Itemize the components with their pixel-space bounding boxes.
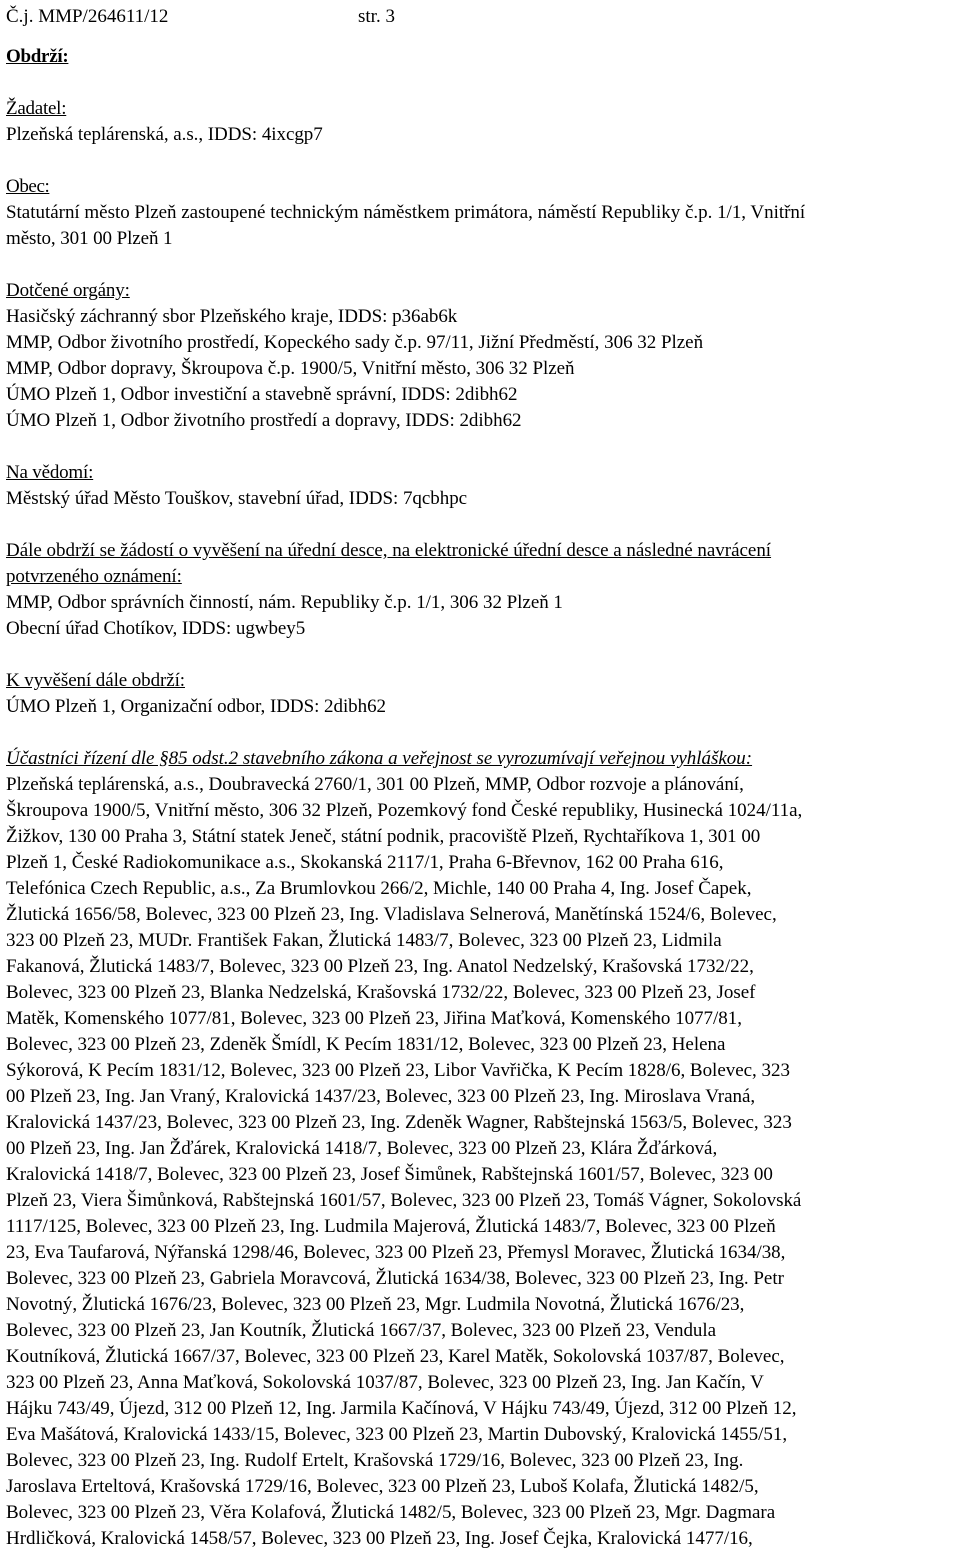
list-item: MMP, Odbor životního prostředí, Kopeckého sady č.p. 97/11, Jižní Předměstí, 306 32 Plzeň bbox=[6, 332, 704, 353]
participants-list bbox=[6, 772, 956, 1552]
participant-line: Bolevec, 323 00 Plzeň 23, Gabriela Moravcová, Žlutická 1634/38, Bolevec, 323 00 Plzeň 23, Ing. Petr bbox=[6, 1268, 784, 1289]
section-na-vedomi bbox=[6, 460, 956, 512]
section-label: potvrzeného oznámení: bbox=[6, 566, 182, 587]
participant-line: Bolevec, 323 00 Plzeň 23, Jan Koutník, Žlutická 1667/37, Bolevec, 323 00 Plzeň 23, Vendula bbox=[6, 1320, 717, 1341]
participant-line: Bolevec, 323 00 Plzeň 23, Zdeněk Šmídl, K Pecím 1831/12, Bolevec, 323 00 Plzeň 23, Helena bbox=[6, 1034, 726, 1055]
section-dale-obdrzi bbox=[6, 538, 956, 642]
list-item: Obecní úřad Chotíkov, IDDS: ugwbey5 bbox=[6, 618, 306, 639]
participant-line: 323 00 Plzeň 23, Anna Maťková, Sokolovská 1037/87, Bolevec, 323 00 Plzeň 23, Ing. Jan Kačín, V bbox=[6, 1372, 764, 1393]
participant-line: Fakanová, Žlutická 1483/7, Bolevec, 323 00 Plzeň 23, Ing. Anatol Nedzelský, Krašovská 1732/22, bbox=[6, 956, 754, 977]
section-label: Dotčené orgány: bbox=[6, 280, 130, 301]
section-label: Žadatel: bbox=[6, 98, 67, 119]
list-item: ÚMO Plzeň 1, Odbor životního prostředí a dopravy, IDDS: 2dibh62 bbox=[6, 410, 522, 431]
section-label: Obec: bbox=[6, 176, 50, 197]
page-header bbox=[6, 4, 956, 30]
section-zadatel bbox=[6, 96, 956, 148]
list-item: MMP, Odbor správních činností, nám. Republiky č.p. 1/1, 306 32 Plzeň 1 bbox=[6, 592, 563, 613]
list-item: MMP, Odbor dopravy, Škroupova č.p. 1900/5, Vnitřní město, 306 32 Plzeň bbox=[6, 358, 575, 379]
participant-line: Bolevec, 323 00 Plzeň 23, Ing. Rudolf Ertelt, Krašovská 1729/16, Bolevec, 323 00 Plzeň 23, Ing. bbox=[6, 1450, 744, 1471]
participant-line: Plzeňská teplárenská, a.s., Doubravecká 2760/1, 301 00 Plzeň, MMP, Odbor rozvoje a plánování, bbox=[6, 774, 744, 795]
section-label: Dále obdrží se žádostí o vyvěšení na úřední desce, na elektronické úřední desce a následné navrácení bbox=[6, 540, 772, 561]
participant-line: 00 Plzeň 23, Ing. Jan Vraný, Kralovická 1437/23, Bolevec, 323 00 Plzeň 23, Ing. Miroslava Vraná, bbox=[6, 1086, 756, 1107]
list-item: ÚMO Plzeň 1, Organizační odbor, IDDS: 2dibh62 bbox=[6, 696, 387, 717]
list-item: Statutární město Plzeň zastoupené technickým náměstkem primátora, náměstí Republiky č.p. 1/1, Vnitřní bbox=[6, 202, 806, 223]
section-ucastnici bbox=[6, 746, 956, 1552]
section-obec bbox=[6, 174, 956, 252]
reference-number: Č.j. MMP/264611/12 bbox=[6, 6, 169, 27]
list-item: Hasičský záchranný sbor Plzeňského kraje, IDDS: p36ab6k bbox=[6, 306, 458, 327]
list-item: město, 301 00 Plzeň 1 bbox=[6, 228, 173, 249]
participant-line: Žlutická 1656/58, Bolevec, 323 00 Plzeň 23, Ing. Vladislava Selnerová, Manětínská 1524/6, Bolevec, bbox=[6, 904, 777, 925]
list-item: Městský úřad Město Touškov, stavební úřad, IDDS: 7qcbhpc bbox=[6, 488, 468, 509]
participant-line: Plzeň 1, České Radiokomunikace a.s., Skokanská 2117/1, Praha 6-Břevnov, 162 00 Praha 616, bbox=[6, 852, 724, 873]
participant-line: Eva Mašátová, Kralovická 1433/15, Bolevec, 323 00 Plzeň 23, Martin Dubovský, Kralovická 1455/51, bbox=[6, 1424, 788, 1445]
list-item: Plzeňská teplárenská, a.s., IDDS: 4ixcgp7 bbox=[6, 124, 323, 145]
participant-line: Kralovická 1437/23, Bolevec, 323 00 Plzeň 23, Ing. Zdeněk Wagner, Rabštejnská 1563/5, Bolevec, 323 bbox=[6, 1112, 792, 1133]
participant-line: Jaroslava Erteltová, Krašovská 1729/16, Bolevec, 323 00 Plzeň 23, Luboš Kolafa, Žlutická 1482/5, bbox=[6, 1476, 759, 1497]
participant-line: Telefónica Czech Republic, a.s., Za Brumlovkou 266/2, Michle, 140 00 Praha 4, Ing. Josef Čapek, bbox=[6, 878, 752, 899]
recipients-title: Obdrží: bbox=[6, 46, 69, 67]
section-label: Na vědomí: bbox=[6, 462, 94, 483]
participant-line: Hájku 743/49, Újezd, 312 00 Plzeň 12, Ing. Jarmila Kačínová, V Hájku 743/49, Újezd, 312 00 Plzeň 12, bbox=[6, 1398, 797, 1419]
participant-line: Bolevec, 323 00 Plzeň 23, Věra Kolafová, Žlutická 1482/5, Bolevec, 323 00 Plzeň 23, Mgr. Dagmara bbox=[6, 1502, 776, 1523]
participant-line: Koutníková, Žlutická 1667/37, Bolevec, 323 00 Plzeň 23, Karel Matěk, Sokolovská 1037/87, Bolevec, bbox=[6, 1346, 785, 1367]
participant-line: 23, Eva Taufarová, Nýřanská 1298/46, Bolevec, 323 00 Plzeň 23, Přemysl Moravec, Žlutická 1634/38, bbox=[6, 1242, 786, 1263]
section-label: K vyvěšení dále obdrží: bbox=[6, 670, 185, 691]
participant-line: Kralovická 1418/7, Bolevec, 323 00 Plzeň 23, Josef Šimůnek, Rabštejnská 1601/57, Bolevec, 323 00 bbox=[6, 1164, 773, 1185]
section-label: Účastníci řízení dle §85 odst.2 stavebního zákona a veřejnost se vyrozumívají veřejnou vyhláškou: bbox=[6, 748, 753, 769]
page-number: str. 3 bbox=[358, 6, 395, 27]
participant-line: 1117/125, Bolevec, 323 00 Plzeň 23, Ing. Ludmila Majerová, Žlutická 1483/7, Bolevec, 323 00 Plzeň bbox=[6, 1216, 776, 1237]
participant-line: 00 Plzeň 23, Ing. Jan Žďárek, Kralovická 1418/7, Bolevec, 323 00 Plzeň 23, Klára Žďárková, bbox=[6, 1138, 718, 1159]
participant-line: Žižkov, 130 00 Praha 3, Státní statek Jeneč, státní podnik, pracoviště Plzeň, Rychtaříkova 1, 301 00 bbox=[6, 826, 761, 847]
participant-line: Hrdličková, Kralovická 1458/57, Bolevec, 323 00 Plzeň 23, Ing. Josef Čejka, Kralovická 1477/16, bbox=[6, 1528, 753, 1549]
participant-line: Škroupova 1900/5, Vnitřní město, 306 32 Plzeň, Pozemkový fond České republiky, Husinecká 1024/11a, bbox=[6, 800, 803, 821]
participant-line: Novotný, Žlutická 1676/23, Bolevec, 323 00 Plzeň 23, Mgr. Ludmila Novotná, Žlutická 1676/23, bbox=[6, 1294, 745, 1315]
section-dotcene-organy bbox=[6, 278, 956, 434]
participant-line: Matěk, Komenského 1077/81, Bolevec, 323 00 Plzeň 23, Jiřina Maťková, Komenského 1077/81, bbox=[6, 1008, 742, 1029]
document-page bbox=[6, 4, 956, 1552]
participant-line: Sýkorová, K Pecím 1831/12, Bolevec, 323 00 Plzeň 23, Libor Vavřička, K Pecím 1828/6, Bolevec, 323 bbox=[6, 1060, 790, 1081]
participant-line: 323 00 Plzeň 23, MUDr. František Fakan, Žlutická 1483/7, Bolevec, 323 00 Plzeň 23, Lidmila bbox=[6, 930, 722, 951]
participant-line: Plzeň 23, Viera Šimůnková, Rabštejnská 1601/57, Bolevec, 323 00 Plzeň 23, Tomáš Vágner, Sokolovská bbox=[6, 1190, 802, 1211]
participant-line: Bolevec, 323 00 Plzeň 23, Blanka Nedzelská, Krašovská 1732/22, Bolevec, 323 00 Plzeň 23, Josef bbox=[6, 982, 756, 1003]
section-k-vyveseni bbox=[6, 668, 956, 720]
list-item: ÚMO Plzeň 1, Odbor investiční a stavebně správní, IDDS: 2dibh62 bbox=[6, 384, 518, 405]
